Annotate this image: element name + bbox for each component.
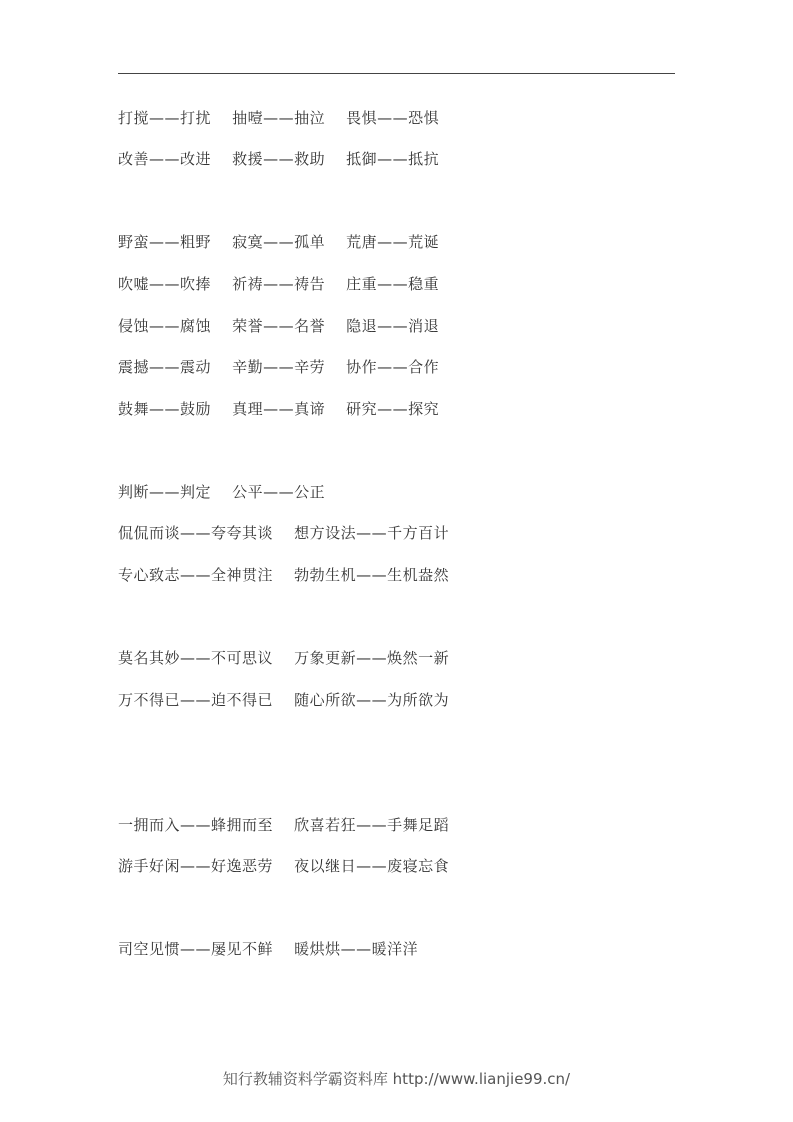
word-pair-line: 震撼——震动 辛勤——辛劳 协作——合作 (118, 358, 440, 376)
footer-watermark: 知行教辅资料学霸资料库 http://www.lianjie99.cn/ (222, 1070, 571, 1088)
idiom-pair-line: 一拥而入——蜂拥而至 欣喜若狂——手舞足蹈 (118, 816, 450, 834)
top-divider (118, 73, 675, 74)
idiom-pair-line: 司空见惯——屡见不鲜 暖烘烘——暖洋洋 (118, 940, 419, 958)
idiom-pair-line: 游手好闲——好逸恶劳 夜以继日——废寝忘食 (118, 857, 450, 875)
word-pair-line: 野蛮——粗野 寂寞——孤单 荒唐——荒诞 (118, 233, 440, 251)
idiom-pair-line: 侃侃而谈——夸夸其谈 想方设法——千方百计 (118, 524, 450, 542)
idiom-pair-line: 专心致志——全神贯注 勃勃生机——生机盎然 (118, 566, 450, 584)
idiom-pair-line: 万不得已——迫不得已 随心所欲——为所欲为 (118, 691, 450, 709)
idiom-pair-line: 莫名其妙——不可思议 万象更新——焕然一新 (118, 649, 450, 667)
word-pair-line: 打搅——打扰 抽噎——抽泣 畏惧——恐惧 (118, 109, 440, 127)
word-pair-line: 判断——判定 公平——公正 (118, 483, 326, 501)
word-pair-line: 鼓舞——鼓励 真理——真谛 研究——探究 (118, 400, 440, 418)
word-pair-line: 吹嘘——吹捧 祈祷——祷告 庄重——稳重 (118, 275, 440, 293)
word-pair-line: 改善——改进 救援——救助 抵御——抵抗 (118, 150, 440, 168)
word-pair-line: 侵蚀——腐蚀 荣誉——名誉 隐退——消退 (118, 317, 440, 335)
